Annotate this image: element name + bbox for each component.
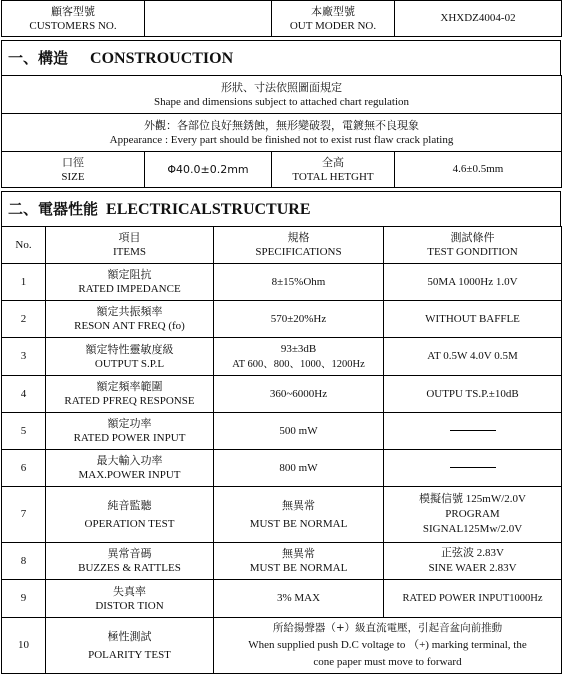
table-row [2,450,562,487]
out-model-label [272,1,395,37]
polarity-zh: 所給揚聲器（+）級直流電壓，引起音盆向前推動 [272,622,503,634]
construction-table [1,75,562,188]
table-row [2,338,562,376]
electrical-heading-zh: 二、電器性能 [8,200,99,218]
row-spec: 570±20%Hz [214,301,384,338]
row-spec-line1: 93±3dB [280,342,317,355]
row-cond-line2: SINE WAER 2.83V [428,562,517,574]
row-item-en: RATED POWER INPUT [73,432,186,444]
row-spec [214,487,384,543]
customers-no-label-en: CUSTOMERS NO. [29,19,117,32]
table-row [2,580,562,618]
row-spec [214,338,384,376]
table-row [2,618,562,674]
polarity-en-line1: When supplied push D.C voltage to （+) marking terminal, the [248,639,527,651]
customers-no-label [2,1,145,37]
shape-regulation-zh: 形狀、寸法依照圖面規定 [221,80,342,94]
size-value: Φ40.0±0.2mm [145,152,272,188]
row-spec-line1: 無異常 [282,498,315,512]
row-item [46,264,214,301]
customers-no-value [145,1,272,37]
table-row [2,413,562,450]
row-item-en: RATED PFREQ RESPONSE [64,395,195,407]
row-spec-line2: MUST BE NORMAL [249,517,348,530]
row-item-zh: 額定頻率範圍 [96,380,163,393]
row-item-en: MAX.POWER INPUT [78,469,181,481]
row-item [46,543,214,580]
row-item-zh: 異常音碼 [107,547,152,560]
row-item-en: RATED IMPEDANCE [78,283,181,295]
row-no: 9 [2,580,46,618]
row-item [46,301,214,338]
row-no: 10 [2,618,46,674]
blank-line [450,467,496,468]
row-no: 5 [2,413,46,450]
appearance-regulation [2,114,562,152]
column-spec-zh: 規格 [287,231,310,244]
column-cond-en: TEST GONDITION [427,246,518,258]
construction-heading [1,40,561,76]
column-spec-en: SPECIFICATIONS [255,246,342,258]
row-item-en: OUTPUT S.P.L [94,357,165,370]
polarity-description [214,618,562,674]
row-cond-line1: 模擬信號 125mW/2.0V [419,493,526,505]
size-label-zh: 口徑 [62,155,84,169]
row-spec-line1: 無異常 [282,547,315,560]
row-item-zh: 額定特性靈敏度級 [85,342,174,356]
row-item [46,413,214,450]
row-no: 2 [2,301,46,338]
column-items-zh: 項目 [118,231,141,244]
row-spec: 8±15%Ohm [214,264,384,301]
size-label-en: SIZE [61,170,85,183]
row-item [46,487,214,543]
header-table [1,0,562,37]
shape-regulation-en: Shape and dimensions subject to attached chart regulation [153,95,410,108]
column-no: No. [2,227,46,264]
table-row [2,376,562,413]
out-model-value: XHXDZ4004-02 [395,1,562,37]
table-row [2,264,562,301]
row-no: 8 [2,543,46,580]
row-spec: 800 mW [214,450,384,487]
row-item-zh: 額定共振頻率 [96,305,163,318]
column-cond-zh: 測試條件 [450,231,495,244]
row-condition-blank [384,413,562,450]
row-spec: 500 mW [214,413,384,450]
row-spec: 360~6000Hz [214,376,384,413]
row-item [46,580,214,618]
electrical-heading-en: ELECTRICALSTRUCTURE [106,201,311,218]
shape-regulation [2,76,562,114]
row-item [46,450,214,487]
row-item-zh: 極性測試 [107,629,152,643]
row-condition: OUTPU TS.P.±10dB [384,376,562,413]
row-item-en: OPERATION TEST [84,517,175,530]
row-item-zh: 額定阻抗 [107,268,152,281]
row-no: 7 [2,487,46,543]
size-label [2,152,145,188]
row-spec-line2: AT 600、800、1000、1200Hz [232,358,365,370]
height-label-zh: 全高 [322,155,344,169]
row-item-zh: 失真率 [113,584,146,598]
row-cond-line1: 正弦波 2.83V [441,547,504,559]
row-no: 3 [2,338,46,376]
row-item-en: POLARITY TEST [88,648,171,661]
electrical-heading [1,191,561,227]
row-spec-line2: MUST BE NORMAL [249,562,348,574]
row-item-zh: 最大輸入功率 [96,454,163,467]
column-specifications [214,227,384,264]
table-row [2,543,562,580]
polarity-en-line2: cone paper must move to forward [313,656,462,668]
row-item [46,376,214,413]
height-value: 4.6±0.5mm [395,152,562,188]
column-items [46,227,214,264]
row-cond-line3: SIGNAL125Mw/2.0V [422,523,523,535]
row-item-zh: 額定功率 [107,417,152,430]
construction-heading-en: CONSTROUCTION [90,50,234,67]
row-item-zh: 純音監聽 [107,498,152,512]
row-item [46,338,214,376]
row-condition: WITHOUT BAFFLE [384,301,562,338]
row-item-en: RESON ANT FREQ (fo) [74,320,185,332]
row-condition: RATED POWER INPUT1000Hz [384,580,562,618]
row-no: 4 [2,376,46,413]
appearance-regulation-zh: 外觀：各部位良好無銹蝕，無形變破裂，電鍍無不良現象 [144,118,419,132]
customers-no-label-zh: 顧客型號 [51,4,95,18]
row-no: 1 [2,264,46,301]
row-item-en: BUZZES & RATTLES [78,562,181,574]
row-item [46,618,214,674]
row-cond-line2: PROGRAM [445,508,500,520]
appearance-regulation-en: Appearance : Every part should be finished not to exist rust flaw crack plating [109,133,454,146]
table-row [2,301,562,338]
row-spec [214,543,384,580]
table-row [2,487,562,543]
row-item-en: DISTOR TION [95,599,164,612]
electrical-header-row [2,227,562,264]
height-label-en: TOTAL HETGHT [292,170,374,183]
column-items-en: ITEMS [113,246,146,258]
out-model-label-zh: 本廠型號 [311,4,355,18]
column-test-condition [384,227,562,264]
row-condition-blank [384,450,562,487]
row-spec: 3% MAX [214,580,384,618]
construction-heading-zh: 一、構造 [8,49,69,67]
row-condition: AT 0.5W 4.0V 0.5M [384,338,562,376]
row-no: 6 [2,450,46,487]
blank-line [450,430,496,431]
height-label [272,152,395,188]
row-condition: 50MA 1000Hz 1.0V [384,264,562,301]
row-condition [384,543,562,580]
electrical-table [1,226,562,674]
row-condition [384,487,562,543]
out-model-label-en: OUT MODER NO. [289,19,377,32]
